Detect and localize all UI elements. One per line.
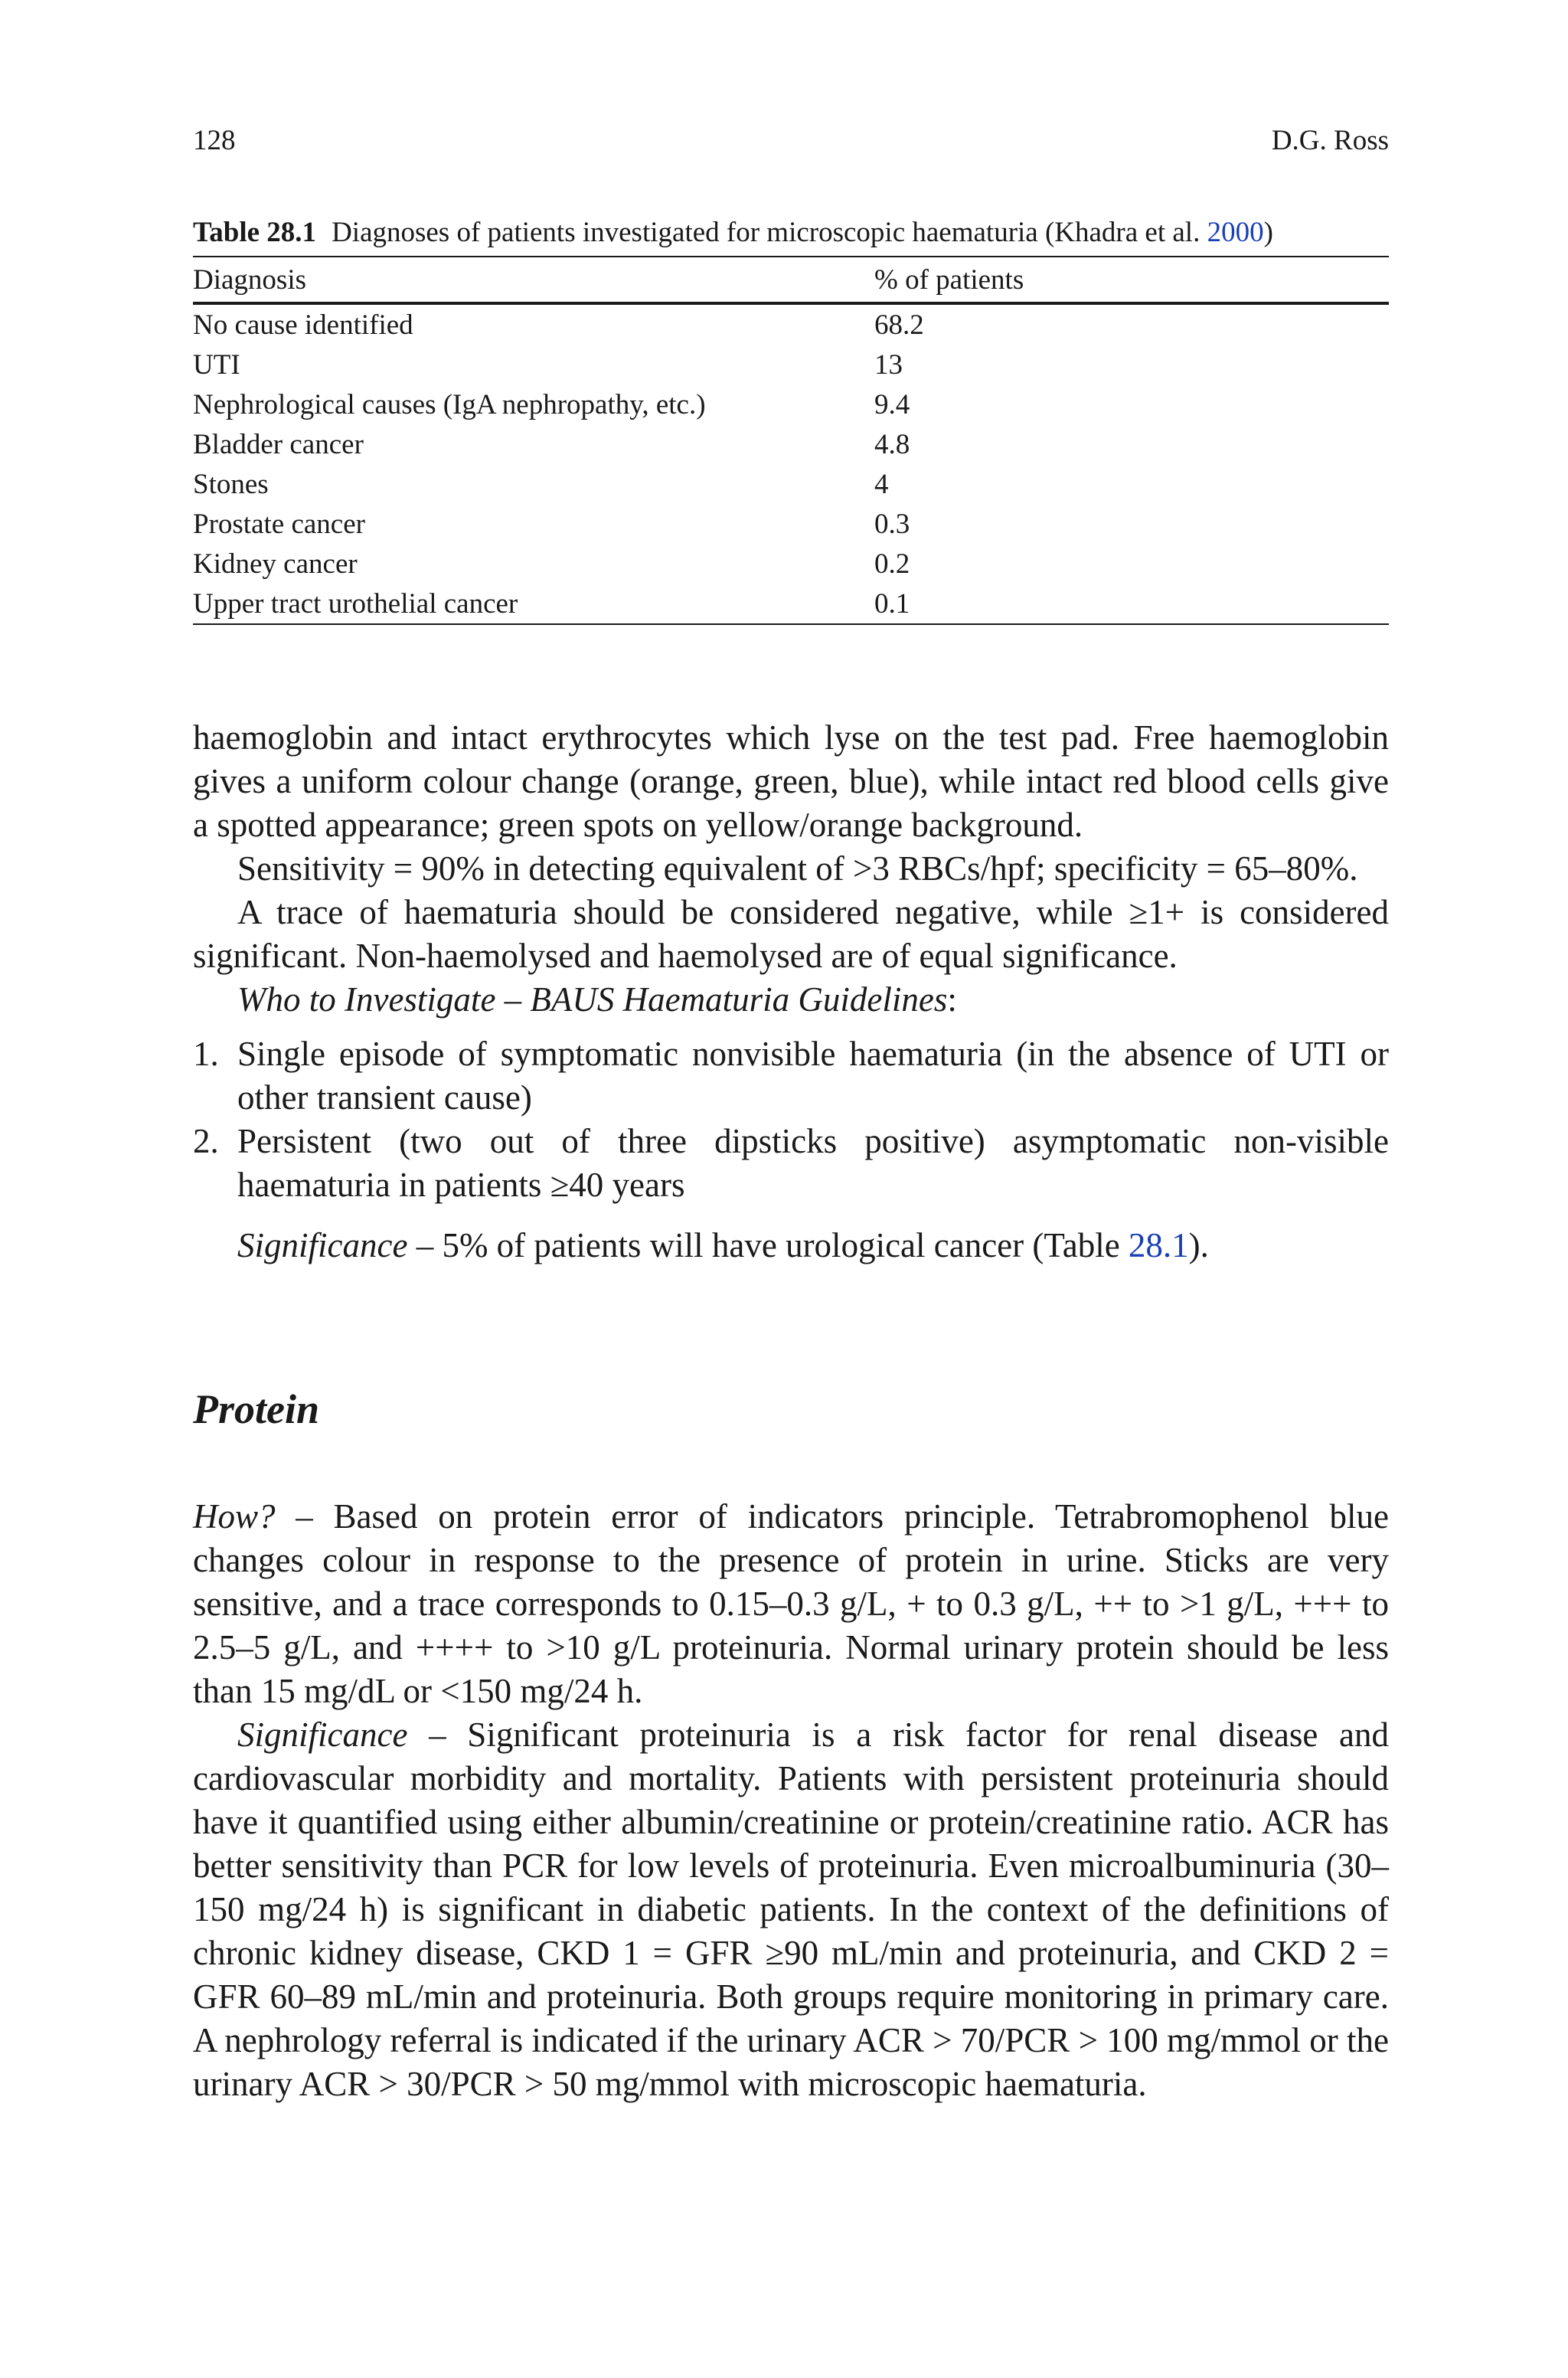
paragraph-significance-haematuria bbox=[193, 1224, 1389, 1268]
percent-cell: 0.1 bbox=[874, 584, 1389, 624]
list-item bbox=[193, 1032, 1389, 1120]
diagnosis-cell: Kidney cancer bbox=[193, 548, 358, 580]
column-header-diagnosis: Diagnosis bbox=[193, 257, 874, 303]
protein-section-text bbox=[193, 1495, 1389, 2106]
diagnosis-cell: Nephrological causes (IgA nephropathy, etc.) bbox=[193, 388, 706, 420]
diagnosis-cell: Stones bbox=[193, 468, 269, 500]
diagnosis-cell: Bladder cancer bbox=[193, 428, 364, 460]
table-row bbox=[193, 584, 1389, 624]
list-number: 2. bbox=[193, 1122, 219, 1160]
percent-cell: 9.4 bbox=[874, 388, 910, 420]
diagnosis-cell: No cause identified bbox=[193, 309, 413, 341]
table-caption bbox=[193, 216, 1389, 250]
diagnosis-cell: Prostate cancer bbox=[193, 508, 365, 540]
table-row bbox=[193, 345, 1389, 384]
table-28-1 bbox=[193, 216, 1389, 625]
diagnosis-cell: UTI bbox=[193, 348, 240, 381]
table-row bbox=[193, 384, 1389, 424]
percent-cell: 0.3 bbox=[874, 508, 910, 540]
paragraph-significance-protein bbox=[193, 1713, 1389, 2106]
list-item-text: Persistent (two out of three dipsticks positive) asymptomatic non-visible haematuria in patients ≥40 years bbox=[237, 1122, 1389, 1204]
table-row bbox=[193, 303, 1389, 345]
table-row bbox=[193, 424, 1389, 464]
who-to-investigate-heading bbox=[193, 978, 1389, 1022]
who-to-investigate-colon: : bbox=[947, 980, 957, 1019]
who-to-investigate-label: Who to Investigate – BAUS Haematuria Guidelines bbox=[237, 980, 948, 1019]
significance-text: – Significant proteinuria is a risk factor for renal disease and cardiovascular morbidity and mortality. Patients with persistent proteinuria should have it quantified using either albumin/creatinine or protein/creatinine ratio. ACR has better sensitivity than PCR for low levels of proteinuria. Even microalbuminuria (30–150 mg/24 h) is significant in diabetic patients. In the context of the definitions of chronic kidney disease, CKD 1 = GFR ≥90 mL/min and proteinuria, and CKD 2 = GFR 60–89 mL/min and proteinuria. Both groups require monitoring in primary care. A nephrology referral is indicated if the urinary ACR > 70/PCR > 100 mg/mmol or the urinary ACR > 30/PCR > 50 mg/mmol with microscopic haematuria. bbox=[193, 1716, 1389, 2103]
significance-close: ). bbox=[1188, 1226, 1209, 1264]
investigation-criteria-list bbox=[193, 1032, 1389, 1207]
diagnoses-table bbox=[193, 256, 1389, 625]
list-item-text: Single episode of symptomatic nonvisible haematuria (in the absence of UTI or other transient cause) bbox=[237, 1035, 1389, 1117]
table-row bbox=[193, 504, 1389, 544]
how-label: How? bbox=[193, 1497, 276, 1536]
section-heading-protein: Protein bbox=[193, 1386, 320, 1432]
table-row bbox=[193, 544, 1389, 584]
table-label: Table 28.1 bbox=[193, 217, 317, 248]
percent-cell: 68.2 bbox=[874, 309, 924, 341]
percent-cell: 4 bbox=[874, 468, 889, 500]
percent-cell: 13 bbox=[874, 348, 903, 381]
percent-cell: 4.8 bbox=[874, 428, 910, 460]
paragraph-test-pad: haemoglobin and intact erythrocytes which lyse on the test pad. Free haemoglobin gives a uniform colour change (orange, green, blue), while intact red blood cells give a spotted appearance; green spots on yellow/orange background. bbox=[193, 718, 1389, 844]
citation-link-2000[interactable]: 2000 bbox=[1207, 217, 1264, 248]
list-number: 1. bbox=[193, 1035, 219, 1073]
column-header-percent: % of patients bbox=[874, 257, 1389, 303]
paragraph-trace: A trace of haematuria should be considered negative, while ≥1+ is considered significant. Non-haemolysed and haemolysed are of equal significance. bbox=[193, 893, 1389, 975]
table-row bbox=[193, 464, 1389, 504]
page-number: 128 bbox=[193, 125, 236, 156]
table-header-row bbox=[193, 257, 1389, 303]
diagnosis-cell: Upper tract urothelial cancer bbox=[193, 584, 874, 624]
significance-text: – 5% of patients will have urological cancer (Table bbox=[407, 1226, 1129, 1264]
blood-section-text bbox=[193, 716, 1389, 1268]
paragraph-how bbox=[193, 1495, 1389, 1713]
table-caption-close: ) bbox=[1263, 217, 1273, 248]
table-ref-link-28-1[interactable]: 28.1 bbox=[1128, 1226, 1189, 1264]
significance-label: Significance bbox=[237, 1226, 408, 1264]
list-item bbox=[193, 1120, 1389, 1207]
table-caption-text: Diagnoses of patients investigated for microscopic haematuria (Khadra et al. bbox=[332, 217, 1207, 248]
running-author: D.G. Ross bbox=[1271, 125, 1389, 156]
paragraph-sensitivity: Sensitivity = 90% in detecting equivalent of >3 RBCs/hpf; specificity = 65–80%. bbox=[237, 849, 1358, 888]
significance-label: Significance bbox=[237, 1716, 408, 1754]
percent-cell: 0.2 bbox=[874, 548, 910, 580]
how-text: – Based on protein error of indicators principle. Tetrabromophenol blue changes colour in response to the presence of protein in urine. Sticks are very sensitive, and a trace corresponds to 0.15–0.3 g/L, + to 0.3 g/L, ++ to >1 g/L, +++ to 2.5–5 g/L, and ++++ to >10 g/L proteinuria. Normal urinary protein should be less than 15 mg/dL or <150 mg/24 h. bbox=[193, 1497, 1389, 1710]
